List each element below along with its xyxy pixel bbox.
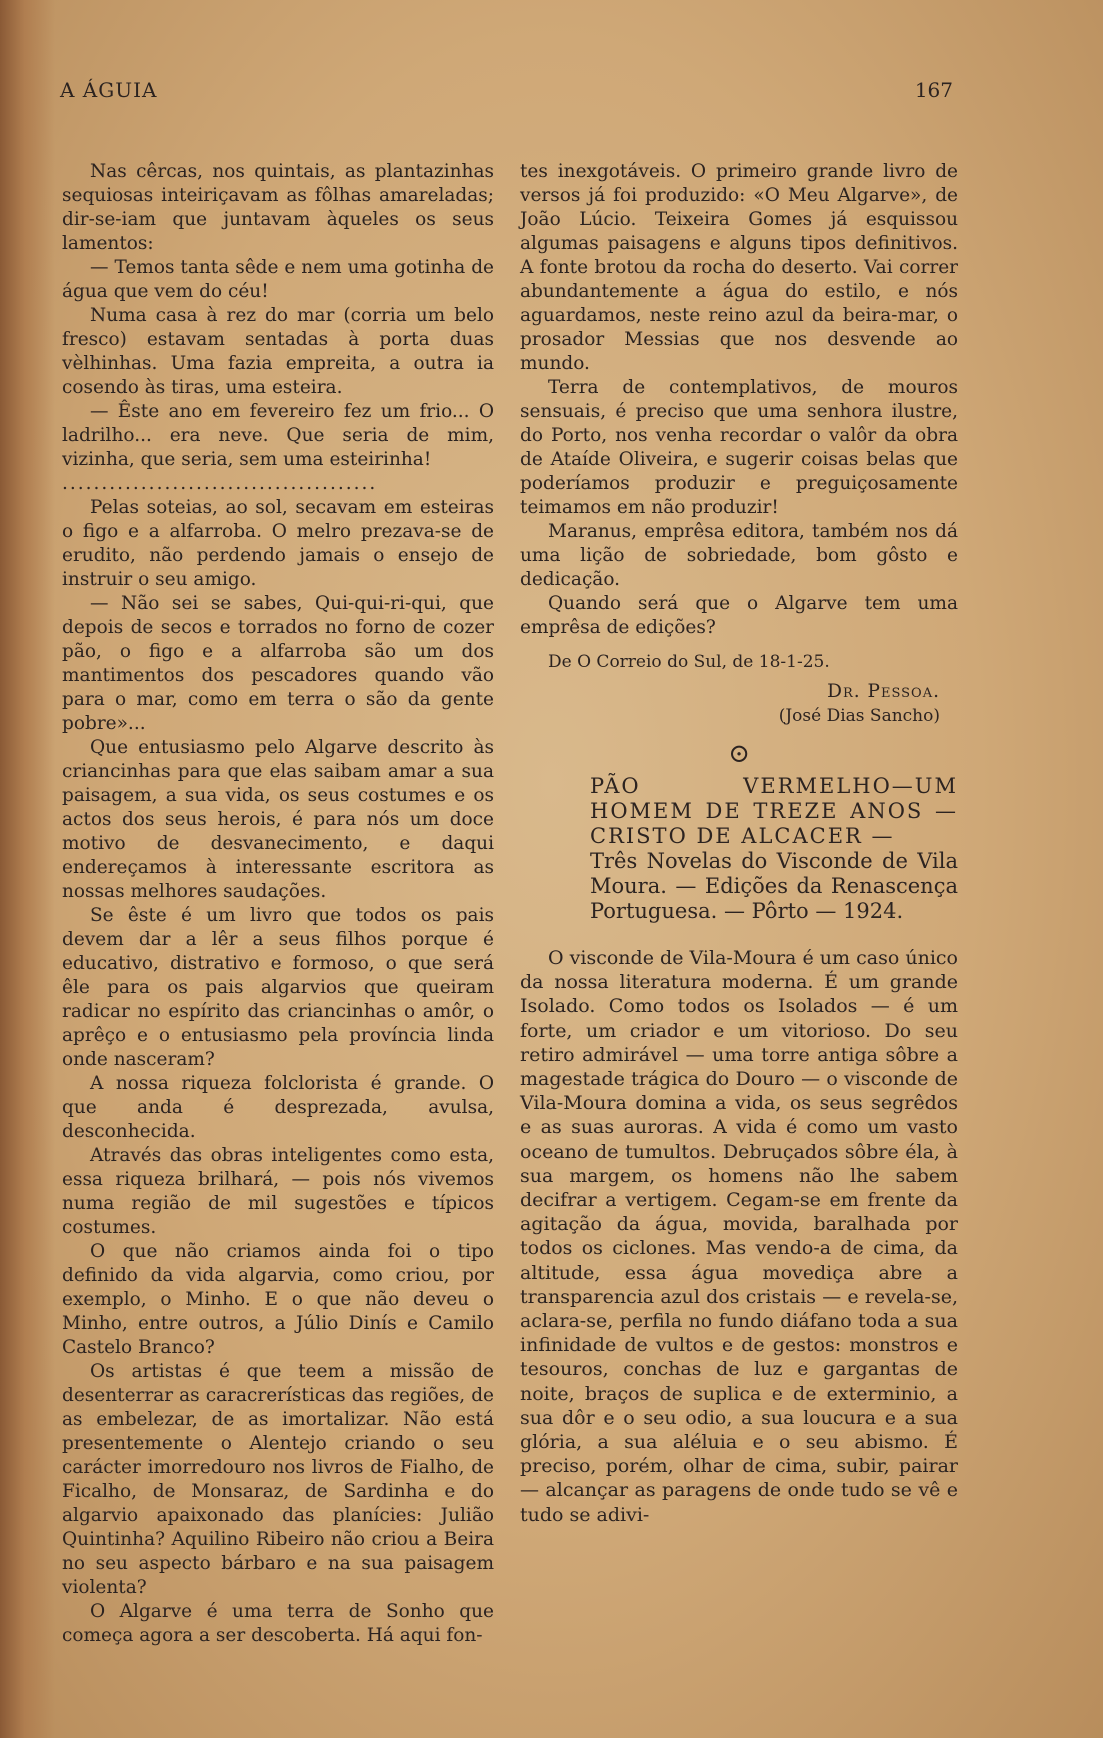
- review-title: [590, 774, 958, 924]
- right-column: [520, 160, 958, 1527]
- paragraph: Através das obras inteligentes como esta, essa riqueza brilhará, — pois nós vivemos numa região de mil sugestões e típicos costumes.: [62, 1145, 494, 1238]
- paragraph: Numa casa à rez do mar (corria um belo fresco) estavam sentadas à porta duas vèlhinhas. Uma fazia empreita, a outra ia cosendo às tiras, uma esteira.: [62, 305, 494, 398]
- paragraph: Que entusiasmo pelo Algarve descrito às criancinhas para que elas saibam amar a sua paisagem, a sua vida, os seus costumes e os actos dos seus herois, é para nós um doce motivo de desvanecimento, e daqui endereçamos à interessante escritora as nossas melhores saudações.: [62, 737, 494, 902]
- paragraph: Se êste é um livro que todos os pais devem dar a lêr a seus filhos porque é educativo, distrativo e formoso, o que será êle para os pais algarvios que queiram radicar no espírito das criancinhas o amôr, o aprêço e o entusiasmo pela província linda onde nasceram?: [62, 905, 494, 1070]
- paragraph: Terra de contemplativos, de mouros sensuais, é preciso que uma senhora ilustre, do Porto, nos venha recordar o valôr da obra de Ataíde Oliveira, e sugerir coisas belas que poderíamos produzir e preguiçosamente teimamos em não produzir!: [520, 377, 958, 518]
- paragraph: — Não sei se sabes, Qui-qui-ri-qui, que depois de secos e torrados no forno de cozer pão, o figo e a alfarroba são um dos mantimentos dos pescadores quando vão para o mar, como em terra o são da gente pobre»...: [62, 593, 494, 734]
- paragraph: Pelas soteias, ao sol, secavam em esteiras o figo e a alfarroba. O melro prezava-se de erudito, não perdendo jamais o ensejo de instruir o seu amigo.: [62, 497, 494, 590]
- review-title-rest: Três Novelas do Visconde de Vila Moura. — Edições da Renascença Portuguesa. — Pôrto — 1924.: [590, 849, 958, 923]
- circle-dot-icon: ⊙: [728, 739, 750, 769]
- paragraph: A nossa riqueza folclorista é grande. O que anda é desprezada, avulsa, desconhecida.: [62, 1073, 494, 1142]
- paragraph: Maranus, emprêsa editora, também nos dá uma lição de sobriedade, bom gôsto e dedicação.: [520, 521, 958, 590]
- paragraph: — Temos tanta sêde e nem uma gotinha de água que vem do céu!: [62, 257, 494, 302]
- paragraph: Os artistas é que teem a missão de desenterrar as caracrerísticas das regiões, de as embelezar, de as imortalizar. Não está presentemente o Alentejo criando o seu carácter imorredouro nos livros de Fialho, de Ficalho, de Monsaraz, de Sardinha e do algarvio apaixonado das planícies: Julião Quintinha? Aquilino Ribeiro não criou a Beira no seu aspecto bárbaro e na sua paisagem violenta?: [62, 1361, 494, 1598]
- left-column: [62, 160, 494, 1648]
- pseudonym: (José Dias Sancho): [778, 706, 940, 726]
- paragraph: Nas cêrcas, nos quintais, as plantazinhas sequiosas inteiriçavam as fôlhas amareladas; dir-se-iam que juntavam àqueles os seus lamentos:: [62, 161, 494, 254]
- paragraph: O que não criamos ainda foi o tipo definido da vida algarvia, como criou, por exemplo, o Minho. E o que não deveu o Minho, entre outros, a Júlio Dinís e Camilo Castelo Branco?: [62, 1241, 494, 1358]
- page-header: [60, 78, 953, 112]
- review-title-caps: PÃO VERMELHO—UM HOMEM DE TREZE ANOS —CRISTO DE ALCACER —: [590, 774, 958, 848]
- page-edge-shadow: [0, 0, 55, 1738]
- source-citation: De O Correio do Sul, de 18-1-25.: [548, 652, 830, 672]
- paragraph: Quando será que o Algarve tem uma emprêsa de edições?: [520, 593, 958, 638]
- paragraph: tes inexgotáveis. O primeiro grande livro de versos já foi produzido: «O Meu Algarve», de João Lúcio. Teixeira Gomes já esquissou algumas paisagens e alguns tipos definitivos. A fonte brotou da rocha do deserto. Vai correr abundantemente a água do estilo, e nós aguardamos, neste reino azul da beira-mar, o prosador Messias que nos desvende ao mundo.: [520, 161, 958, 374]
- signature: Dr. Pessoa.: [827, 681, 940, 702]
- ellipsis-separator: ........................................: [62, 473, 378, 494]
- page-number: 167: [914, 78, 953, 102]
- review-body: O visconde de Vila-Moura é um caso único da nossa literatura moderna. É um grande Isolado. Como todos os Isolados — é um forte, um criador e um vitorioso. Do seu retiro admirável — uma torre antiga sôbre a magestade trágica do Douro — o visconde de Vila-Moura domina a vida, os seus segrêdos e as suas auroras. A vida é como um vasto oceano de tumultos. Debruçados sôbre éla, à sua margem, os homens não lhe sabem decifrar a vertigem. Cegam-se em frente da agitação da água, movida, baralhada por todos os ciclones. Mas vendo-a de cima, da altitude, essa água movediça abre a transparencia azul dos cristais — e revela-se, aclara-se, perfila no fundo diáfano toda a sua infinidade de vultos e de gestos: monstros e tesouros, conchas de luz e gargantas de noite, braços de suplica e de exterminio, a sua dôr e o seu odio, a sua loucura e a sua glória, a sua aléluia e o seu abismo. É preciso, porém, olhar de cima, subir, pairar — alcançar as paragens de onde tudo se vê e tudo se adivi-: [520, 947, 958, 1526]
- paragraph: — Êste ano em fevereiro fez um frio... O ladrilho... era neve. Que seria de mim, vizinha, que seria, sem uma esteirinha!: [62, 401, 494, 470]
- paragraph: O Algarve é uma terra de Sonho que começa agora a ser descoberta. Há aqui fon-: [62, 1601, 494, 1646]
- running-title: A ÁGUIA: [60, 78, 158, 102]
